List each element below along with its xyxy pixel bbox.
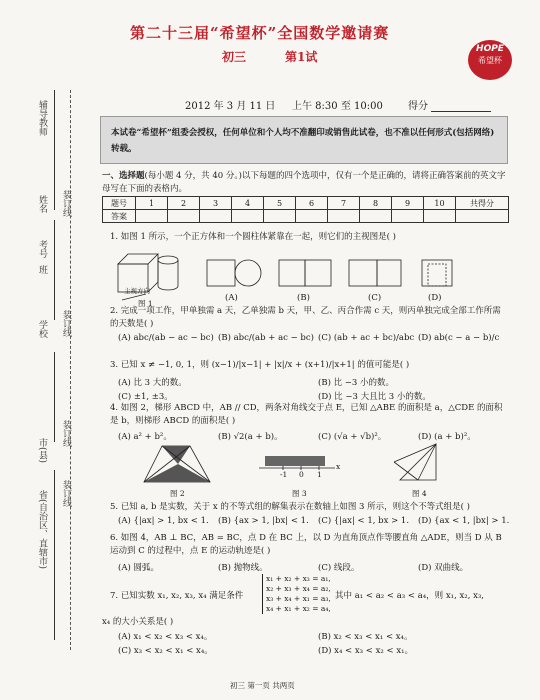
q7-option-a[interactable]: (A) x₁ < x₂ < x₃ < x₄。 [118,632,213,642]
q3-option-b[interactable]: (B) 比 −3 小的数。 [318,378,395,388]
logo-text: HOPE [476,44,504,54]
q5-option-c[interactable]: (C) {|ax| < 1, bx > 1. [318,516,410,526]
qno-7: 7 [328,197,360,210]
answer-cell[interactable] [232,210,264,223]
exam-time: 上午 8:30 至 10:00 [292,101,383,112]
answer-cell[interactable] [136,210,168,223]
qno-9: 9 [392,197,424,210]
q2-text: 2. 完成一项工作，甲单独需 a 天，乙单独需 b 天，甲、乙、丙合作需 c 天，则丙单独完成全部工作所需的天数是( ) [110,306,501,329]
q1-option-c-figure [347,258,403,288]
fig2-caption: 图 2 [170,489,185,498]
answer-cell[interactable] [264,210,296,223]
q7-condition: 其中 a₁ < a₂ < a₃ < a₄，则 x₁, x₂, x₃, [335,591,484,601]
binding-strip [14,90,84,650]
score-field [408,97,491,112]
q6-text: 6. 如图 4，AB ⊥ BC，AB = BC，点 D 在 BC 上，以 D 为直角顶点作等腰直角 △ADE，则当 D 从 B 运动到 C 的过程中，点 E 的运动轨迹是( ) [110,533,502,556]
q6-option-c[interactable]: (C) 线段。 [318,563,360,573]
name-field-line [54,220,55,320]
q1-option-d-figure [420,258,460,288]
seal-line-label-3: 装订线 [61,420,71,447]
seal-line-label-2: 装订线 [61,310,71,337]
seal-line-label-4: 装订线 [61,480,71,507]
seal-line-label-1: 装订线 [61,190,71,217]
fig3-tick-1: 1 [317,470,322,479]
answer-table-number-row [103,197,509,210]
q7-option-b[interactable]: (B) x₂ < x₃ < x₁ < x₄。 [318,632,413,642]
total-score-label: 共得分 [456,197,509,210]
fig3-tick-0: 0 [299,470,304,479]
q7-system [262,574,331,614]
q4-option-a[interactable]: (A) a² + b²。 [118,432,172,442]
fig2-trapezoid [138,442,218,487]
q7-option-c[interactable]: (C) x₃ < x₂ < x₁ < x₄。 [118,646,213,656]
logo-sub: 希望杯 [478,56,502,65]
section1-instruction: 以下每题的四个选项中，仅有一个是正确的，请将正确答案前的英文字母写在下面的表格内。 [102,171,506,194]
row-label-number: 题号 [103,197,136,210]
qno-1: 1 [136,197,168,210]
q1-option-c[interactable]: (C) [368,293,382,303]
q5-option-b[interactable]: (B) {ax > 1, |bx| < 1. [218,516,309,526]
region-field-line [54,470,55,640]
exam-title: 第二十三届“希望杯”全国数学邀请赛 [130,24,390,42]
qno-10: 10 [424,197,456,210]
qno-8: 8 [360,197,392,210]
q1-option-b[interactable]: (B) [297,293,310,303]
q6-option-a[interactable]: (A) 圆弧。 [118,563,159,573]
answer-cell[interactable] [392,210,424,223]
q1-figure [110,246,190,306]
answer-table [102,196,509,223]
school-label: 学校 [37,320,47,338]
fig4-right-triangle [388,440,458,486]
fig3-number-line [255,450,340,484]
province-label: 省(自治区、直辖市) [37,490,47,570]
q5-option-d[interactable]: (D) {ax < 1, |bx| > 1. [418,516,510,526]
exam-no-label: 考号 [37,240,47,258]
q4-text: 4. 如图 2，梯形 ABCD 中，AB // CD，两条对角线交于点 E，已知 △ABE 的面积是 a，△CDE 的面积是 b，则梯形 ABCD 的面积是( ) [110,403,503,426]
q7-eq-1: x₁ + x₂ + x₃ = a₁, [266,574,331,583]
hope-cup-logo [468,40,512,80]
q1-text: 1. 如图 1 所示，一个正方体和一个圆柱体紧靠在一起，则它们的主视图是( ) [110,232,396,242]
qno-3: 3 [200,197,232,210]
grade-label: 初三 [222,50,247,64]
copyright-notice: 本试卷“希望杯”组委会授权，任何单位和个人均不准翻印或销售此试卷，也不准以任何形式(包括网络)转载。 [100,116,508,164]
section1-intro [102,170,508,196]
q7-option-d[interactable]: (D) x₄ < x₃ < x₂ < x₁。 [318,646,414,656]
qno-4: 4 [232,197,264,210]
q7-eq-4: x₄ + x₁ + x₂ = a₄, [266,604,331,613]
seal-dashed-line [70,90,71,650]
answer-table-answer-row [103,210,509,223]
q1-fig-caption: 图 1 [138,299,153,308]
q3-option-c[interactable]: (C) ±1, ±3。 [118,392,173,402]
q2-option-c[interactable]: (C) (ab + ac + bc)/abc [318,333,415,343]
score-blank[interactable] [431,101,491,112]
answer-cell[interactable] [424,210,456,223]
qno-2: 2 [168,197,200,210]
q7-text: 7. 已知实数 x₁, x₂, x₃, x₄ 满足条件 [110,591,244,601]
q6-option-b[interactable]: (B) 抛物线。 [218,563,268,573]
q2-option-d[interactable]: (D) ab(c − a − b)/c [418,333,500,343]
qno-5: 5 [264,197,296,210]
section1-note: (每小题 4 分，共 40 分。) [144,171,242,181]
q4-option-b[interactable]: (B) √2(a + b)。 [218,432,283,442]
answer-cell[interactable] [328,210,360,223]
answer-cell[interactable] [168,210,200,223]
q3-text: 3. 已知 x ≠ −1, 0, 1，则 (x−1)/|x−1| + |x|/x + (x+1)/|x+1| 的值可能是( ) [110,360,410,370]
q7-eq-2: x₂ + x₃ + x₄ = a₂, [266,584,331,593]
session-label: 第1试 [285,50,318,64]
q2-option-a[interactable]: (A) abc/(ab − ac − bc) [118,333,214,343]
total-score-cell[interactable] [456,210,509,223]
teacher-field-line [54,90,55,210]
q5-option-a[interactable]: (A) {|ax| > 1, bx < 1. [118,516,209,526]
q3-option-d[interactable]: (D) 比 −3 大且比 3 小的数。 [318,392,431,402]
class-label: 班 [37,265,47,274]
q1-view-label: 主视方向 [124,287,150,295]
name-label: 姓名 [37,195,47,213]
q1-option-a-figure [205,258,265,288]
q2-option-b[interactable]: (B) abc/(ab + ac − bc) [218,333,314,343]
score-label: 得分 [408,101,428,112]
fig3-axis-x: x [336,462,341,471]
city-label: 市(县) [37,438,47,464]
fig4-caption: 图 4 [412,489,427,498]
q1-option-d[interactable]: (D) [428,293,442,303]
q1-option-b-figure [277,258,333,288]
q5-text: 5. 已知 a, b 是实数，关于 x 的不等式组的解集表示在数轴上如图 3 所示，则这个不等式组是( ) [110,502,470,512]
qno-6: 6 [296,197,328,210]
row-label-answer: 答案 [103,210,136,223]
q7-tail: x₄ 的大小关系是( ) [102,617,174,627]
teacher-label: 辅导教师 [37,100,47,136]
school-field-line [54,352,55,442]
exam-date: 2012 年 3 月 11 日 [185,101,276,112]
answer-cell[interactable] [360,210,392,223]
answer-cell[interactable] [200,210,232,223]
q7-eq-3: x₃ + x₄ + x₁ = a₃, [266,594,331,603]
fig3-caption: 图 3 [292,489,307,498]
fig3-tick-neg1: -1 [280,470,288,479]
q4-option-d[interactable]: (D) (a + b)²。 [418,432,476,442]
page-footer: 初三 第一页 共两页 [230,681,295,690]
q3-option-a[interactable]: (A) 比 3 大的数。 [118,378,187,388]
q6-option-d[interactable]: (D) 双曲线。 [418,563,469,573]
q4-option-c[interactable]: (C) (√a + √b)²。 [318,432,387,442]
answer-cell[interactable] [296,210,328,223]
q1-option-a[interactable]: (A) [225,293,238,303]
section1-heading: 一、选择题 [102,171,145,181]
